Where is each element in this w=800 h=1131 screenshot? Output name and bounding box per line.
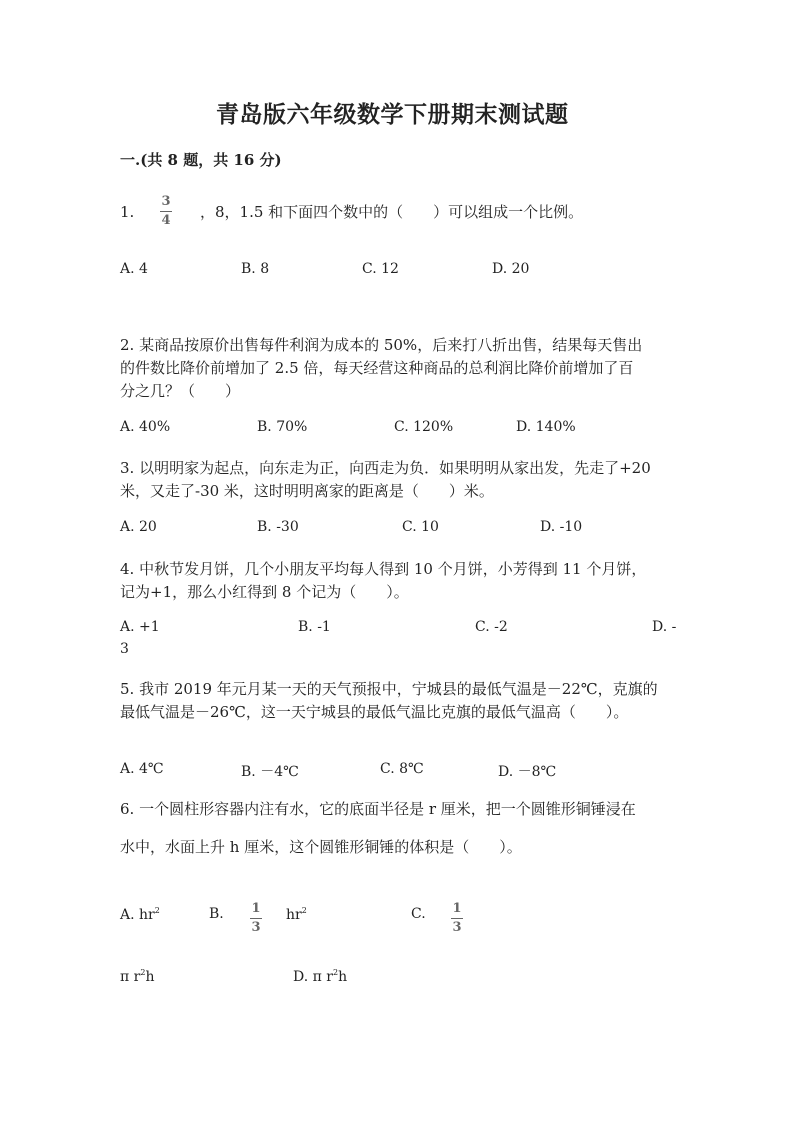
- q5-option-a: A. 4℃: [120, 761, 164, 777]
- q6-option-b-exponent: 2: [301, 906, 307, 915]
- q2-line-2: 的件数比降价前增加了 2.5 倍，每天经营这种商品的总利润比降价前增加了百: [120, 359, 634, 377]
- q3-option-b: B. -30: [257, 519, 299, 535]
- q3-line-1: 3. 以明明家为起点，向东走为正，向西走为负．如果明明从家出发，先走了+20: [120, 459, 651, 477]
- q1-number: 1.: [120, 203, 135, 221]
- q4-line-2: 记为+1，那么小红得到 8 个记为（ ）。: [120, 583, 409, 601]
- q6-option-d-end: h: [338, 969, 348, 985]
- q6-line-1: 6. 一个圆柱形容器内注有水，它的底面半径是 r 厘米，把一个圆锥形铜锤浸在: [120, 800, 636, 818]
- q3-option-d: D. -10: [540, 519, 583, 535]
- q1-option-d: D. 20: [492, 261, 530, 277]
- q6-option-a-exponent: 2: [154, 906, 160, 915]
- q6-option-b-tail: [286, 906, 307, 923]
- q4-option-a: A. +1: [120, 619, 160, 635]
- q6-option-c-exponent: 2: [140, 968, 146, 977]
- q6-option-b-label: B.: [209, 906, 224, 922]
- q2-option-c: C. 120%: [394, 419, 454, 435]
- fraction-denominator: 3: [251, 920, 261, 935]
- q1-option-a: A. 4: [120, 261, 148, 277]
- q6-option-d-text: D. π r: [293, 969, 333, 985]
- section-heading: 一.(共 8 题，共 16 分): [120, 151, 282, 169]
- q4-option-c: C. -2: [475, 619, 508, 635]
- fraction-numerator: 1: [452, 901, 462, 916]
- fraction-numerator: 3: [161, 194, 171, 209]
- page-title: 青岛版六年级数学下册期末测试题: [216, 101, 569, 128]
- q4-option-d: D. -: [652, 619, 677, 635]
- q5-line-2: 最低气温是－26℃，这一天宁城县的最低气温比克旗的最低气温高（ ）。: [120, 703, 629, 721]
- q3-option-a: A. 20: [120, 519, 157, 535]
- q5-option-b: B. －4℃: [241, 764, 299, 780]
- fraction-bar: [451, 918, 463, 919]
- q5-line-1: 5. 我市 2019 年元月某一天的天气预报中，宁城县的最低气温是－22℃，克旗的: [120, 680, 658, 698]
- q6-option-a: [120, 906, 160, 923]
- q6-option-b-tail-text: hr: [286, 907, 302, 923]
- q1-text: ，8，1.5 和下面四个数中的（ ）可以组成一个比例。: [200, 203, 584, 221]
- q6-option-c-fraction: [451, 901, 463, 936]
- fraction-numerator: 1: [251, 901, 261, 916]
- q1-fraction: [160, 194, 172, 229]
- q6-option-b-fraction: [250, 901, 262, 936]
- q6-option-c-tail-end: h: [145, 969, 155, 985]
- q4-option-d-wrap: 3: [120, 641, 129, 657]
- q2-line-1: 2. 某商品按原价出售每件利润为成本的 50%，后来打八折出售，结果每天售出: [120, 336, 643, 354]
- q6-option-c-tail-text: π r: [120, 969, 141, 985]
- q4-option-b: B. -1: [298, 619, 331, 635]
- q6-option-c-label: C.: [411, 906, 426, 922]
- q5-option-c: C. 8℃: [380, 761, 424, 777]
- q6-line-2: 水中，水面上升 h 厘米，这个圆锥形铜锤的体积是（ ）。: [120, 838, 522, 856]
- q2-line-3: 分之几？（ ）: [120, 382, 241, 400]
- q1-option-c: C. 12: [362, 261, 399, 277]
- q1-option-b: B. 8: [241, 261, 270, 277]
- q6-option-d: [293, 968, 347, 985]
- fraction-denominator: 3: [452, 920, 462, 935]
- q2-option-a: A. 40%: [120, 419, 171, 435]
- q5-option-d: D. －8℃: [498, 764, 557, 780]
- q6-option-a-text: A. hr: [120, 907, 155, 923]
- q2-option-d: D. 140%: [516, 419, 576, 435]
- q3-option-c: C. 10: [402, 519, 439, 535]
- q6-option-d-exponent: 2: [332, 968, 339, 977]
- fraction-denominator: 4: [161, 213, 171, 228]
- fraction-bar: [250, 918, 262, 919]
- q6-option-c-continuation: [120, 968, 154, 985]
- q3-line-2: 米，又走了-30 米，这时明明离家的距离是（ ）米。: [120, 482, 494, 500]
- q2-option-b: B. 70%: [257, 419, 308, 435]
- q4-line-1: 4. 中秋节发月饼，几个小朋友平均每人得到 10 个月饼，小芳得到 11 个月饼，: [120, 560, 647, 578]
- fraction-bar: [160, 211, 172, 212]
